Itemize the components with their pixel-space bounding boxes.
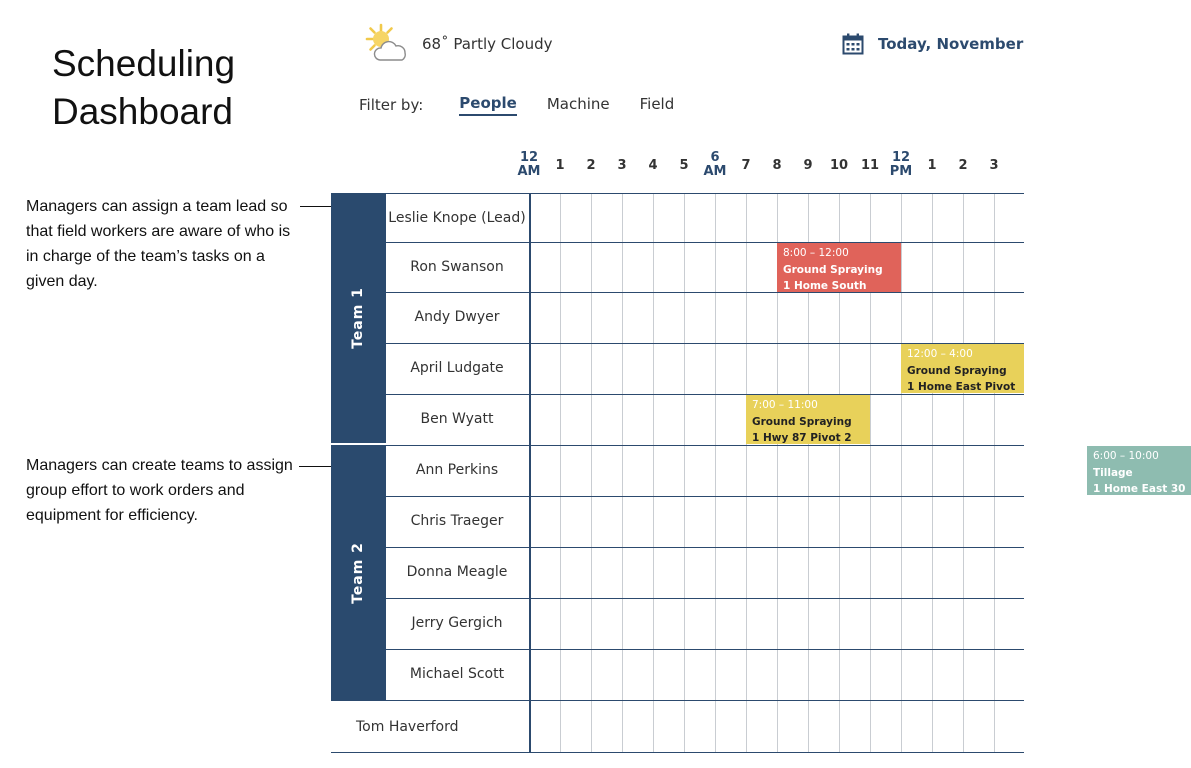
person-michael-scott[interactable]: Michael Scott	[409, 666, 505, 682]
team-2-block[interactable]	[331, 445, 386, 700]
hour-gridline	[715, 193, 716, 753]
today-date-button[interactable]	[842, 31, 1023, 57]
hour-label: 1	[555, 158, 565, 173]
hour-label: 8	[772, 158, 782, 173]
hour-label: 12 PM	[889, 150, 913, 179]
weather-text: 68˚ Partly Cloudy	[422, 35, 553, 53]
task-name: Ground Spraying	[907, 364, 1007, 377]
page-title-line-1: Scheduling	[52, 43, 236, 84]
annotation-team-lead: Managers can assign a team lead so that field workers are aware of who is in charge of the team’s tasks on a given day.	[26, 198, 291, 290]
task-location: 1 Home East 30	[1093, 483, 1186, 495]
task-location: 1 Hwy 87 Pivot 2	[752, 432, 852, 444]
hour-gridline	[994, 193, 995, 753]
hour-gridline	[963, 193, 964, 753]
hour-gridline	[901, 193, 902, 753]
person-ann-perkins[interactable]: Ann Perkins	[415, 462, 499, 478]
person-chris-traeger[interactable]: Chris Traeger	[410, 513, 504, 529]
hour-gridline	[560, 193, 561, 753]
annotation-teams: Managers can create teams to assign group effort to work orders and equipment for efficiency.	[26, 457, 293, 524]
hour-label: 10	[829, 158, 849, 173]
hour-label: 2	[586, 158, 596, 173]
filter-bar	[359, 94, 704, 116]
task-ann-perkins[interactable]	[1087, 446, 1191, 495]
team-2-label: Team 2	[350, 541, 366, 604]
person-ron-swanson[interactable]: Ron Swanson	[410, 259, 504, 275]
task-name: Ground Spraying	[752, 415, 852, 428]
person-andy-dwyer[interactable]: Andy Dwyer	[414, 309, 500, 325]
hour-label: 12 AM	[517, 150, 541, 179]
hour-gridline	[932, 193, 933, 753]
hour-label: 2	[958, 158, 968, 173]
person-donna-meagle[interactable]: Donna Meagle	[406, 564, 508, 580]
team-1-label: Team 1	[350, 287, 366, 349]
person-april-ludgate[interactable]: April Ludgate	[410, 360, 504, 376]
calendar-icon	[842, 33, 864, 55]
hour-gridline	[622, 193, 623, 753]
task-time: 12:00 – 4:00	[907, 348, 973, 360]
row-divider	[331, 752, 1024, 753]
filter-tab-field[interactable]: Field	[639, 95, 675, 113]
filter-tab-people[interactable]: People	[459, 94, 517, 116]
partly-cloudy-icon	[362, 22, 410, 66]
task-location: 1 Home East Pivot	[907, 381, 1016, 393]
hour-gridline	[746, 193, 747, 753]
hour-label: 4	[648, 158, 658, 173]
filter-tab-machine[interactable]: Machine	[546, 95, 610, 113]
hour-label: 6 AM	[703, 150, 727, 179]
task-april-ludgate[interactable]	[901, 344, 1024, 393]
hour-label: 11	[860, 158, 880, 173]
hour-gridline	[591, 193, 592, 753]
task-ben-wyatt[interactable]	[746, 395, 870, 444]
hour-label: 3	[617, 158, 627, 173]
person-ben-wyatt[interactable]: Ben Wyatt	[420, 411, 494, 427]
task-time: 6:00 – 10:00	[1093, 450, 1159, 462]
hour-gridline	[653, 193, 654, 753]
row-divider	[331, 700, 1024, 701]
task-name: Tillage	[1093, 466, 1133, 479]
filter-label: Filter by:	[359, 96, 424, 114]
page-title-line-2: Dashboard	[52, 91, 234, 132]
hour-label: 9	[803, 158, 813, 173]
hour-label: 7	[741, 158, 751, 173]
task-time: 8:00 – 12:00	[783, 247, 849, 259]
task-name: Ground Spraying	[783, 263, 883, 276]
weather-widget	[362, 22, 553, 66]
person-leslie-knope-lead[interactable]: Leslie Knope (Lead)	[388, 210, 526, 226]
hour-label: 3	[989, 158, 999, 173]
hour-gridline	[529, 193, 531, 753]
task-ron-swanson[interactable]	[777, 243, 901, 292]
hour-label: 5	[679, 158, 689, 173]
team-1-block[interactable]	[331, 193, 386, 443]
hour-gridline	[684, 193, 685, 753]
person-tom-haverford[interactable]: Tom Haverford	[356, 719, 459, 735]
today-label: Today, November	[878, 35, 1024, 53]
page-title	[52, 40, 235, 136]
task-location: 1 Home South	[783, 280, 867, 292]
task-time: 7:00 – 11:00	[752, 399, 818, 411]
hour-label: 1	[927, 158, 937, 173]
person-jerry-gergich[interactable]: Jerry Gergich	[411, 615, 503, 631]
